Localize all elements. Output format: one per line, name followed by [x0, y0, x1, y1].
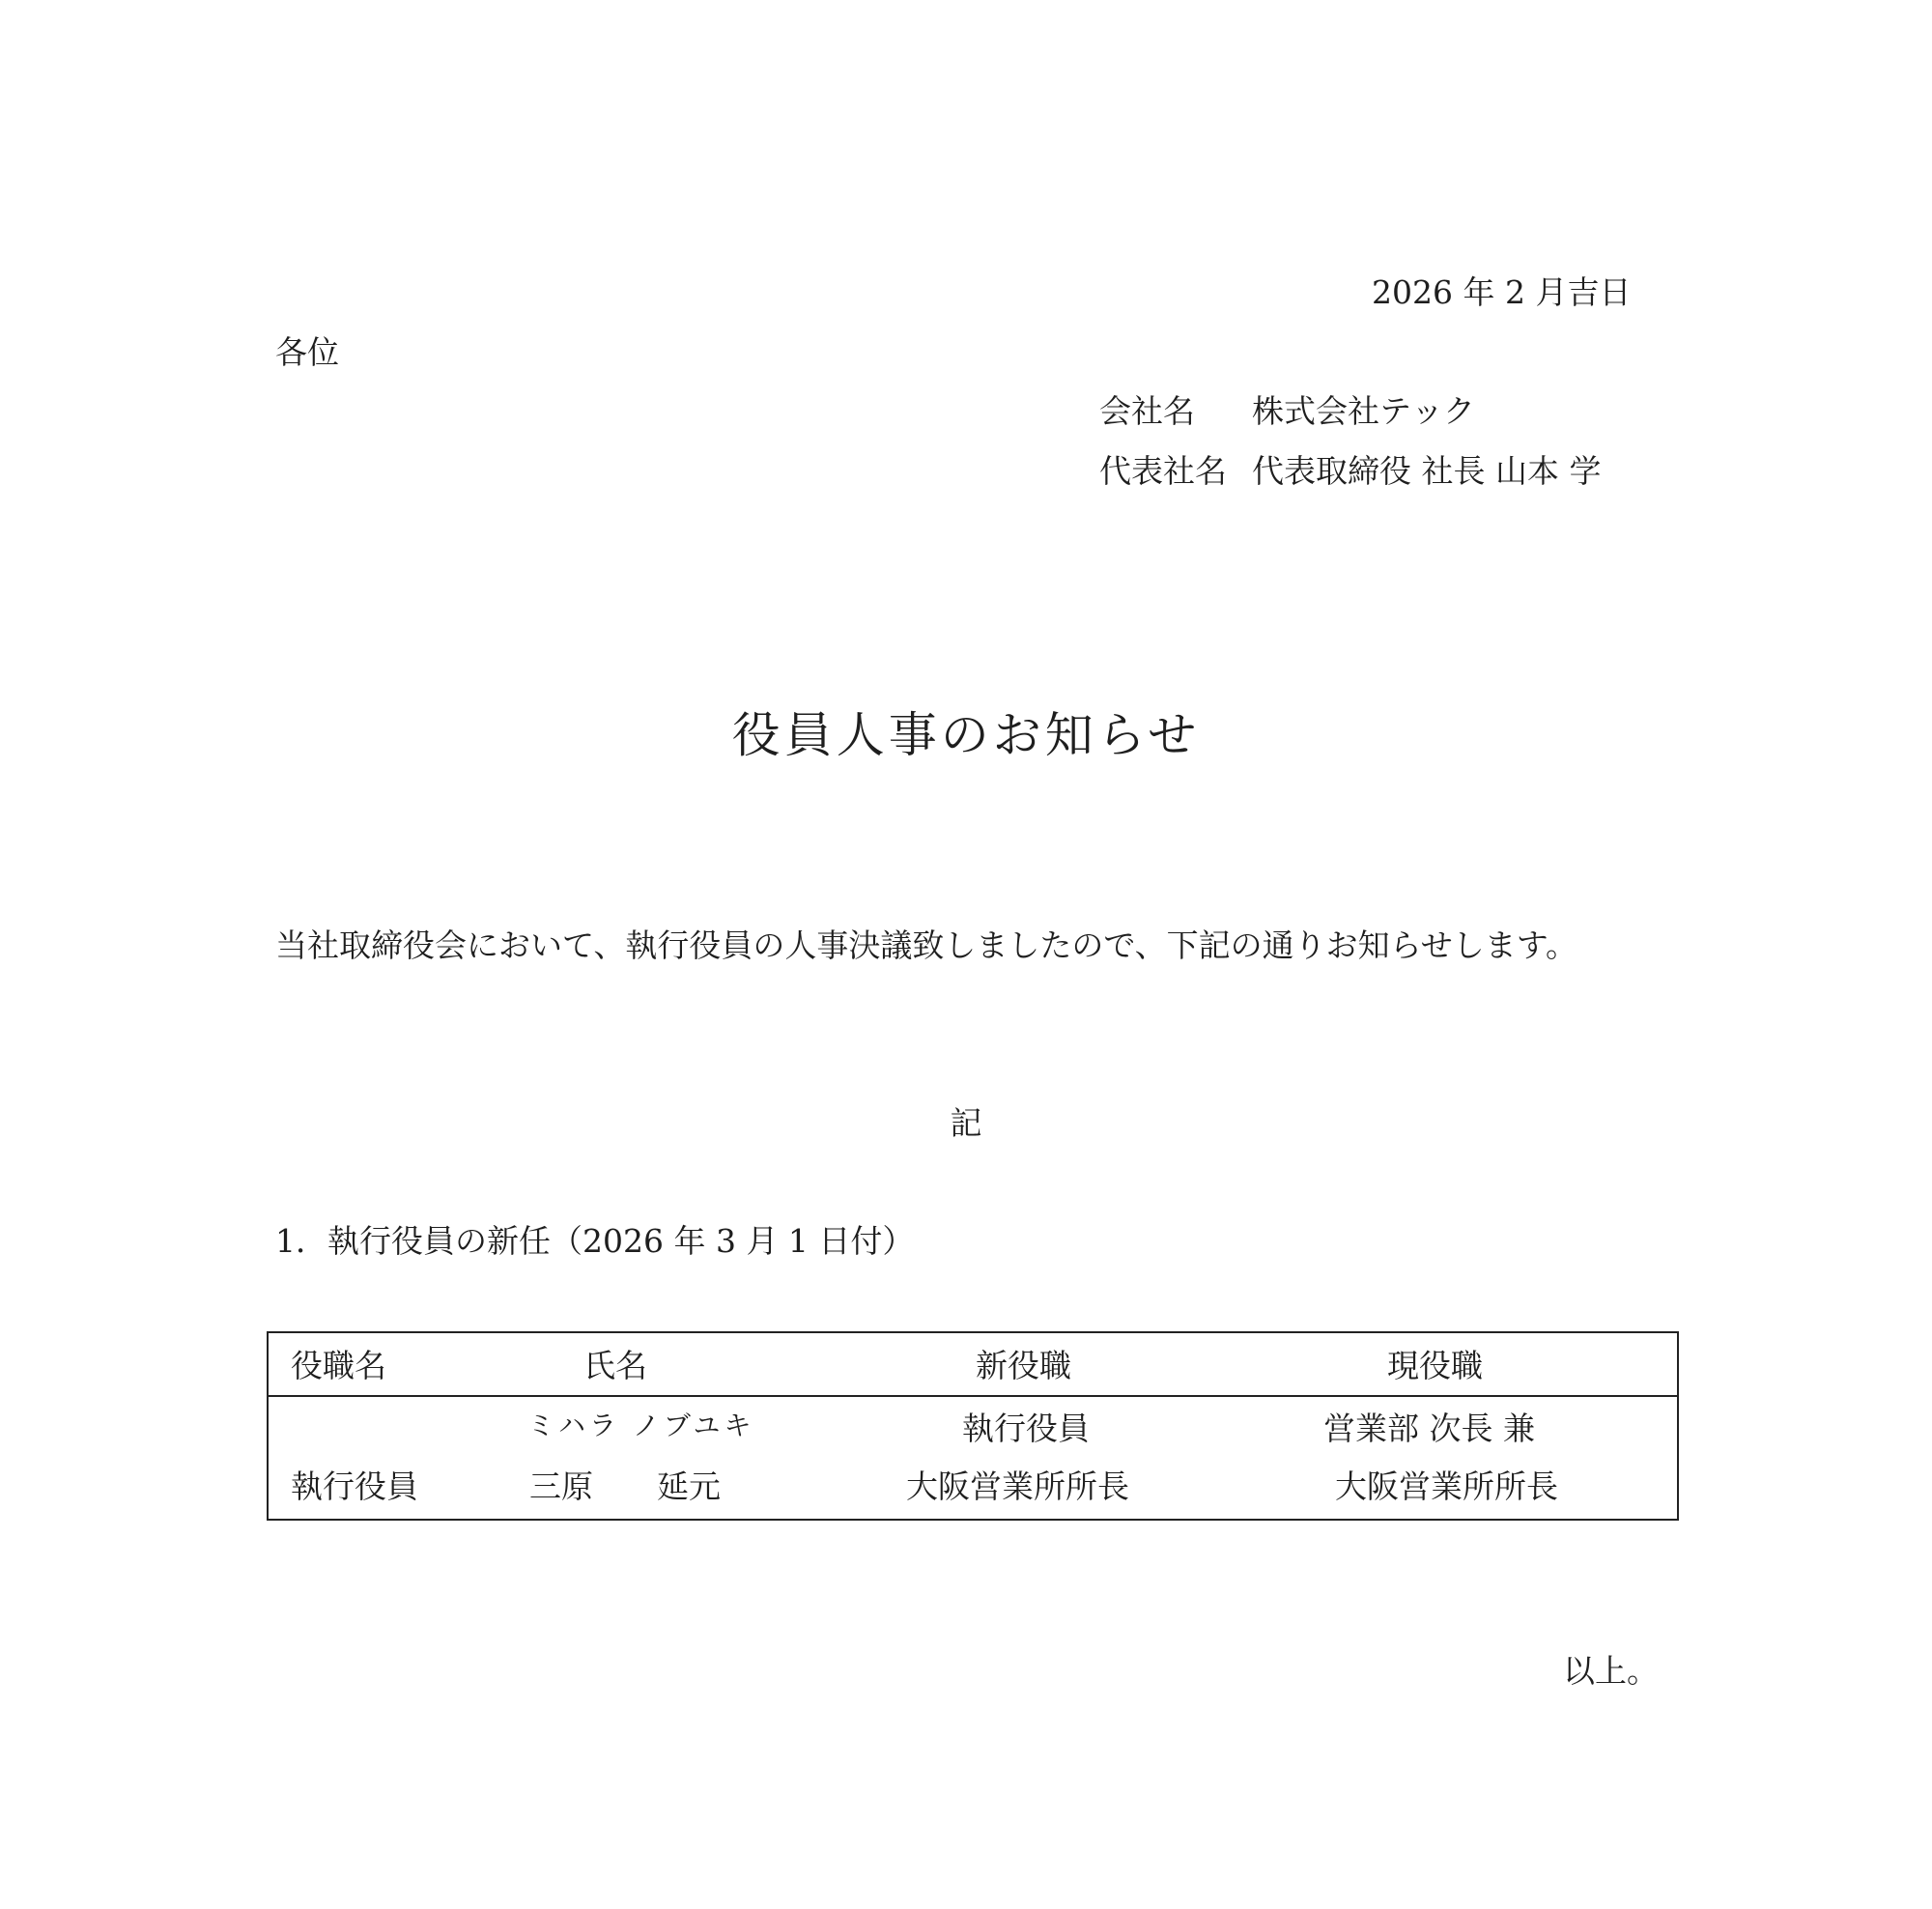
header-position-title: 役職名: [291, 1347, 386, 1384]
new-position-line2: 大阪営業所所長: [906, 1467, 1129, 1505]
header-name: 氏名: [583, 1347, 647, 1384]
representative-label: 代表社名: [1099, 452, 1227, 490]
document-title: 役員人事のお知らせ: [731, 707, 1201, 763]
row-position-title: 執行役員: [291, 1467, 418, 1505]
new-position-line1: 執行役員: [962, 1410, 1090, 1447]
appointments-table: [267, 1331, 1679, 1521]
addressee: 各位: [275, 333, 339, 371]
header-current-position: 現役職: [1387, 1347, 1483, 1384]
header-new-position: 新役職: [976, 1347, 1071, 1384]
body-paragraph: 当社取締役会において、執行役員の人事決議致しましたので、下記の通りお知らせします。: [275, 926, 1578, 964]
representative-value: 代表取締役 社長 山本 学: [1252, 452, 1602, 490]
ki-label: 記: [950, 1104, 982, 1142]
company-name-value: 株式会社テック: [1252, 392, 1475, 430]
current-position-line1: 営業部 次長 兼: [1323, 1410, 1535, 1447]
section-heading: 1．執行役員の新任（2026 年 3 月 1 日付）: [275, 1222, 915, 1260]
name-furigana: ミハラ ノブユキ: [527, 1410, 755, 1441]
company-name-label: 会社名: [1099, 392, 1195, 430]
document-date: 2026 年 2 月吉日: [1372, 273, 1632, 311]
current-position-line2: 大阪営業所所長: [1335, 1467, 1558, 1505]
table-header-divider: [269, 1395, 1677, 1397]
row-name: 三原 延元: [529, 1467, 721, 1505]
closing-remark: 以上。: [1563, 1652, 1659, 1690]
